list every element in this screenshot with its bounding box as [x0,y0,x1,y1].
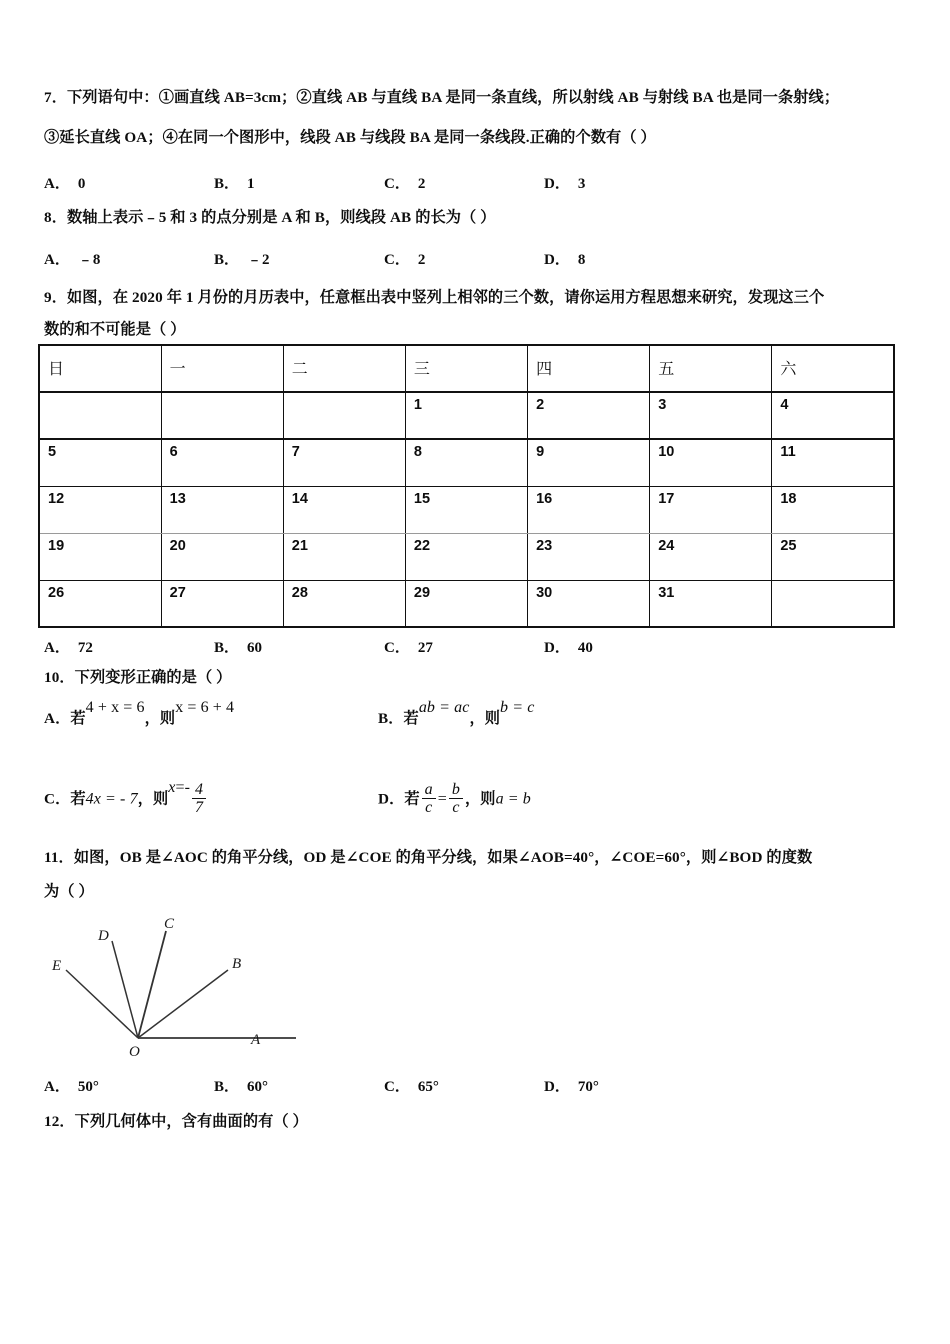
option-7-A-text: 0 [77,176,86,192]
angle-rays-svg [46,908,314,1060]
option-8-A-text: ﹣8 [77,252,101,268]
calendar-cell: 31 [650,580,772,627]
option-10-D-label: D． [378,790,405,808]
question-10-line-1: 10．下列变形正确的是（ ） [44,669,232,686]
fraction-numerator: a [424,781,433,798]
calendar-table [38,344,895,628]
calendar-header-mon: 一 [161,345,283,392]
option-10-C-fraction [192,781,206,817]
option-10-A-label: A． [44,710,71,727]
option-9-B[interactable] [214,636,262,657]
question-11-options [44,1075,904,1097]
question-11-line-2: 为（ ） [44,883,94,900]
option-11-A-label: A． [44,1079,70,1095]
question-9-line-1: 9．如图，在 2020 年 1 月份的月历表中，任意框出表中竖列上相邻的三个数，请你运用方程思想来研究，发现这三个 [44,289,825,306]
option-8-A[interactable] [44,248,100,269]
option-8-C[interactable] [384,248,425,269]
option-8-C-text: 2 [417,252,426,268]
calendar-cell: 10 [650,439,772,486]
option-10-C[interactable] [44,779,208,818]
option-7-C[interactable] [384,172,425,193]
option-11-D-text: 70° [577,1079,599,1095]
calendar-cell: 11 [772,439,894,486]
option-10-C-mid: ，则 [137,790,169,808]
option-10-B-eq1: ab = ac [418,699,470,716]
option-8-D-text: 8 [577,252,586,268]
calendar-week-3 [39,486,894,533]
calendar-cell: 16 [528,486,650,533]
calendar-header-wed: 三 [405,345,527,392]
question-11-line-1: 11．如图，OB 是∠AOC 的角平分线，OD 是∠COE 的角平分线，如果∠AOB=40°，∠COE=60°，则∠BOD 的度数 [44,849,813,866]
calendar-cell: 21 [283,533,405,580]
option-11-A[interactable] [44,1075,99,1096]
option-9-D-label: D． [544,640,570,656]
question-8-options [44,248,904,270]
calendar-cell: 8 [405,439,527,486]
calendar-cell: 14 [283,486,405,533]
question-7-options [44,172,904,194]
option-10-A[interactable] [44,699,235,730]
calendar-cell: 9 [528,439,650,486]
option-10-D-equals: = [437,790,447,808]
calendar-cell [772,580,894,627]
option-8-C-label: C． [384,252,410,268]
option-7-B[interactable] [214,172,255,193]
question-9-options [44,636,904,658]
calendar-cell: 30 [528,580,650,627]
calendar-cell: 12 [39,486,161,533]
option-8-D[interactable] [544,248,585,269]
option-7-C-text: 2 [417,176,426,192]
option-7-D-text: 3 [577,176,586,192]
option-11-D-label: D． [544,1079,570,1095]
option-10-B-prefix: 若 [403,710,419,727]
option-11-C-text: 65° [417,1079,439,1095]
option-8-A-label: A． [44,252,70,268]
option-9-A[interactable] [44,636,93,657]
calendar-cell: 28 [283,580,405,627]
figure-label-D: D [98,928,109,944]
calendar-header-tue: 二 [283,345,405,392]
option-9-C-label: C． [384,640,410,656]
fraction-denominator: 7 [192,798,206,816]
calendar-cell: 22 [405,533,527,580]
calendar-cell: 27 [161,580,283,627]
figure-label-B: B [232,956,242,972]
option-10-B[interactable] [378,699,535,730]
option-10-D-fraction-left [422,781,436,817]
option-11-D[interactable] [544,1075,599,1096]
option-10-A-prefix: 若 [70,710,86,727]
option-11-C[interactable] [384,1075,439,1096]
calendar-cell: 25 [772,533,894,580]
calendar-cell: 4 [772,392,894,439]
option-8-B-text: ﹣2 [247,252,270,268]
question-9-line-2: 数的和不可能是（ ） [44,321,186,338]
fraction-denominator: c [422,798,436,816]
option-10-B-eq2: b = c [500,699,535,716]
option-11-B[interactable] [214,1075,268,1096]
option-9-A-text: 72 [77,640,93,656]
option-8-D-label: D． [544,252,570,268]
figure-label-C: C [164,916,175,932]
option-10-B-label: B． [378,710,404,727]
calendar-cell: 7 [283,439,405,486]
option-10-D[interactable] [378,782,531,818]
option-10-C-eq2-var: x [168,779,176,797]
calendar-week-4 [39,533,894,580]
option-11-A-text: 50° [77,1079,99,1095]
option-10-A-mid: ，则 [144,710,176,727]
angle-rays-figure [46,908,314,1060]
option-10-C-prefix: 若 [70,790,86,808]
option-7-B-text: 1 [247,176,255,192]
calendar-header-thu: 四 [528,345,650,392]
option-10-C-eq2-sign: =- [175,779,191,797]
calendar-header-sun: 日 [39,345,161,392]
calendar-cell: 29 [405,580,527,627]
option-7-D-label: D． [544,176,570,192]
option-8-B[interactable] [214,248,270,269]
calendar-cell: 15 [405,486,527,533]
option-11-C-label: C． [384,1079,410,1095]
option-7-D[interactable] [544,172,585,193]
calendar-cell: 13 [161,486,283,533]
calendar-cell: 19 [39,533,161,580]
option-9-D-text: 40 [577,640,593,656]
calendar-header-fri: 五 [650,345,772,392]
calendar-cell [39,392,161,439]
figure-label-E: E [52,958,62,974]
calendar-header-sat: 六 [772,345,894,392]
option-7-A-label: A． [44,176,70,192]
calendar-cell: 26 [39,580,161,627]
calendar-week-2 [39,439,894,486]
calendar-cell: 23 [528,533,650,580]
option-10-D-fraction-right [449,781,463,817]
fraction-numerator: 4 [195,781,204,798]
calendar-cell: 5 [39,439,161,486]
calendar-cell: 20 [161,533,283,580]
calendar-cell [283,392,405,439]
option-9-A-label: A． [44,640,70,656]
calendar-cell: 2 [528,392,650,439]
option-10-B-mid: ，则 [469,710,501,727]
option-9-B-label: B． [214,640,240,656]
calendar-cell: 3 [650,392,772,439]
option-10-C-eq1: 4x = - 7 [85,790,138,808]
calendar-week-1 [39,392,894,439]
question-12-line-1: 12．下列几何体中，含有曲面的有（ ） [44,1113,308,1130]
option-10-D-prefix: 若 [404,790,420,808]
option-10-D-mid: ，则 [465,790,496,808]
option-9-B-text: 60 [247,640,263,656]
option-9-C-text: 27 [417,640,433,656]
option-7-A[interactable] [44,172,85,193]
option-7-B-label: B． [214,176,240,192]
option-10-A-eq2: x = 6 + 4 [175,699,235,716]
calendar-cell: 1 [405,392,527,439]
option-11-B-text: 60° [247,1079,269,1095]
calendar-cell [161,392,283,439]
figure-label-A: A [251,1032,261,1048]
question-7-line-2: ③延长直线 OA；④在同一个图形中，线段 AB 与线段 BA 是同一条线段.正确的个数有（ ） [44,129,656,146]
option-9-C[interactable] [384,636,433,657]
calendar-cell: 6 [161,439,283,486]
question-8-line-1: 8．数轴上表示﹣5 和 3 的点分别是 A 和 B，则线段 AB 的长为（ ） [44,209,496,226]
fraction-denominator: c [449,798,463,816]
option-10-C-label: C． [44,790,71,808]
option-10-A-eq1: 4 + x = 6 [85,699,145,716]
calendar-cell: 24 [650,533,772,580]
calendar-cell: 18 [772,486,894,533]
calendar-header-row [39,345,894,392]
option-7-C-label: C． [384,176,410,192]
calendar-week-5 [39,580,894,627]
option-9-D[interactable] [544,636,593,657]
question-7-line-1: 7．下列语句中：①画直线 AB=3cm；②直线 AB 与直线 BA 是同一条直线，所以射线 AB 与射线 BA 也是同一条射线； [44,89,840,106]
figure-label-O: O [129,1044,140,1060]
option-11-B-label: B． [214,1079,240,1095]
calendar-cell: 17 [650,486,772,533]
option-8-B-label: B． [214,252,240,268]
option-10-D-eq2: a = b [495,790,531,808]
fraction-numerator: b [451,781,460,798]
